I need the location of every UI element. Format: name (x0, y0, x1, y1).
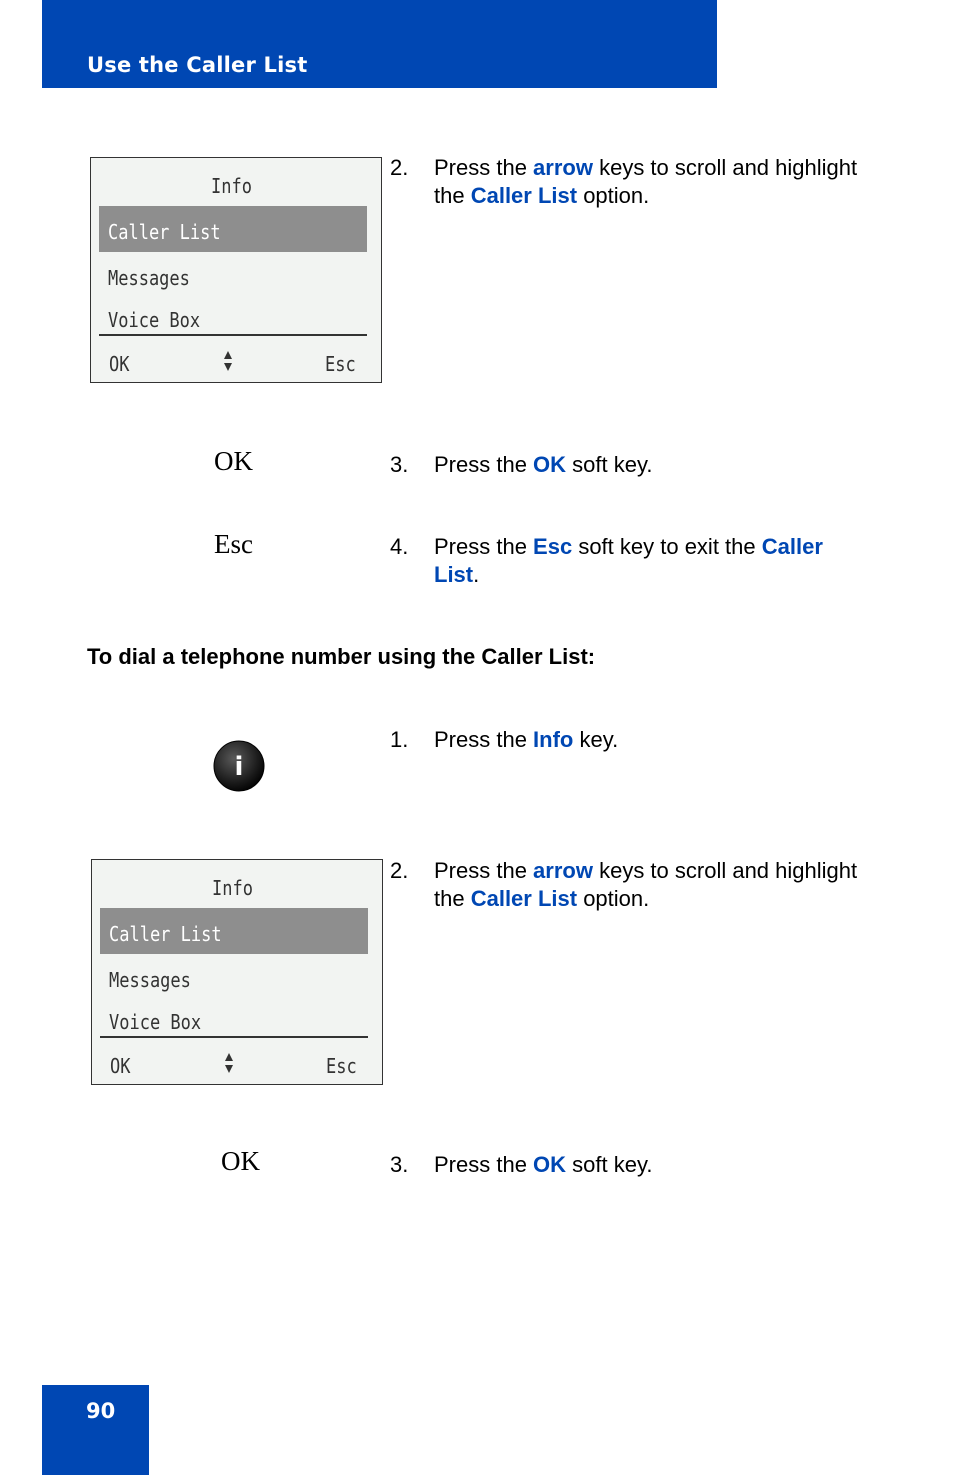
esc-softkey-label: Esc (214, 529, 253, 559)
phone-display-screen (91, 859, 383, 1085)
step-text-post: soft key. (566, 1152, 653, 1177)
keyword-ok: OK (533, 452, 567, 477)
keyword-arrow: arrow (533, 155, 593, 180)
phone-display-screen (90, 157, 382, 383)
step-text (434, 1151, 874, 1179)
scroll-arrows-icon (224, 1051, 234, 1075)
menu-item-messages: Messages (108, 266, 190, 290)
keyword-info: Info (533, 727, 574, 752)
step-number: 3. (390, 1152, 409, 1177)
keyword-esc: Esc (533, 534, 573, 559)
step-number: 2. (390, 155, 409, 180)
screen-divider (99, 334, 367, 336)
info-key-letter: i (234, 752, 244, 782)
info-key-icon (213, 740, 265, 792)
softkey-ok-label: OK (109, 352, 130, 376)
step-text-pre: Press the (434, 452, 534, 477)
step-text-pre: Press the (434, 858, 534, 883)
step-text-pre: Press the (434, 727, 534, 752)
menu-item-caller-list: Caller List (108, 220, 221, 244)
step-text (434, 533, 874, 589)
softkey-esc-label: Esc (326, 1054, 357, 1078)
keyword-caller-list: Caller List (434, 534, 823, 587)
softkey-esc-label: Esc (325, 352, 356, 376)
step-text-post: option. (577, 886, 650, 911)
step-number: 1. (390, 727, 409, 752)
step-text (434, 726, 874, 754)
keyword-arrow: arrow (533, 858, 593, 883)
header-bar (42, 0, 717, 88)
menu-item-voice-box: Voice Box (108, 308, 201, 332)
step-number: 3. (390, 452, 409, 477)
ok-softkey-label: OK (221, 1146, 260, 1176)
step-text-post: option. (577, 183, 650, 208)
step-number: 4. (390, 534, 409, 559)
step-text-post: soft key. (566, 452, 653, 477)
step-text-pre: Press the (434, 1152, 534, 1177)
footer-bar (42, 1385, 149, 1475)
ok-softkey-label: OK (214, 446, 253, 476)
keyword-ok: OK (533, 1152, 567, 1177)
scroll-arrows-icon (223, 349, 233, 373)
step-text-mid: keys to scroll and highlight the (434, 858, 858, 911)
page-header-title: Use the Caller List (87, 53, 308, 77)
page-number: 90 (86, 1399, 116, 1423)
keyword-caller-list: Caller List (470, 886, 578, 911)
step-text-post: key. (573, 727, 619, 752)
softkey-ok-label: OK (110, 1054, 131, 1078)
menu-item-voice-box: Voice Box (109, 1010, 202, 1034)
screen-divider (100, 1036, 368, 1038)
menu-item-messages: Messages (109, 968, 191, 992)
procedure-heading: To dial a telephone number using the Caller List: (87, 644, 596, 669)
screen-title: Info (211, 174, 252, 198)
step-number: 2. (390, 858, 409, 883)
step-text-post: . (473, 562, 480, 587)
step-text (434, 451, 874, 479)
screen-title: Info (212, 876, 253, 900)
step-text-mid: keys to scroll and highlight the (434, 155, 858, 208)
keyword-caller-list: Caller List (470, 183, 578, 208)
step-text (434, 154, 874, 210)
step-text (434, 857, 874, 913)
menu-item-caller-list: Caller List (109, 922, 222, 946)
step-text-pre: Press the (434, 534, 534, 559)
step-text-mid: soft key to exit the (572, 534, 762, 559)
step-text-pre: Press the (434, 155, 534, 180)
